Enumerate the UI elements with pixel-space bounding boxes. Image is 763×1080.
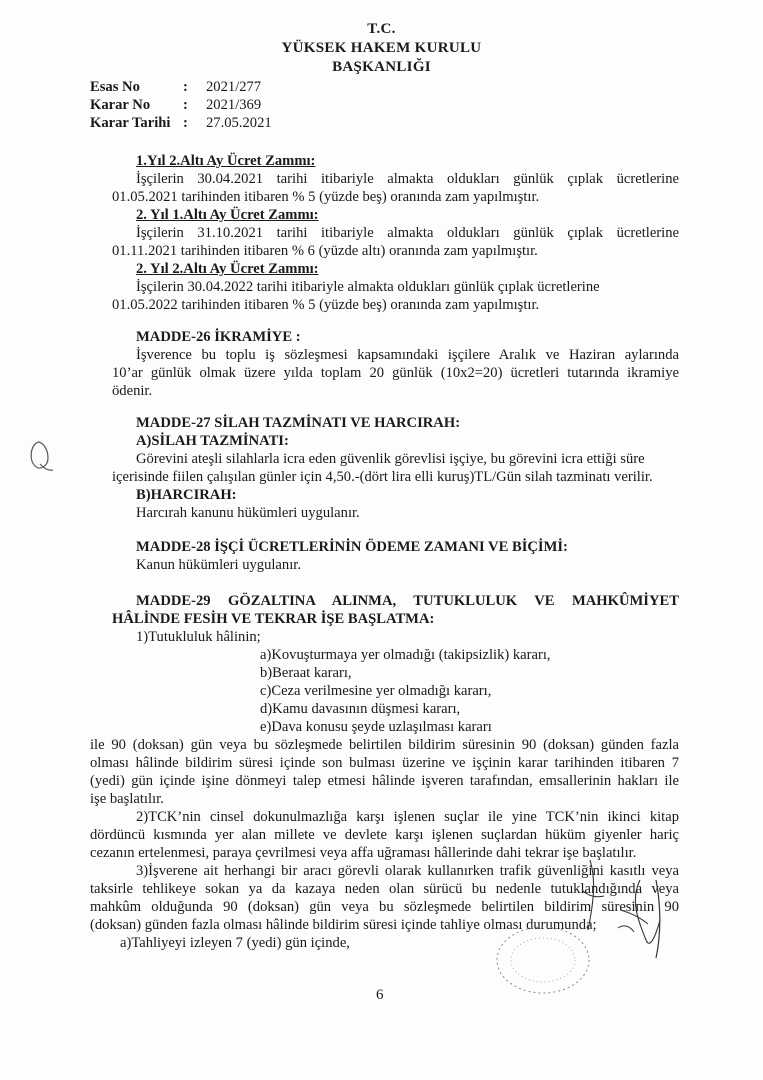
m29-item-c: c)Ceza verilmesine yer olmadığı kararı,: [260, 683, 492, 699]
karar-no-sep: :: [183, 97, 188, 113]
handwritten-margin-mark: [26, 438, 56, 474]
m28-title: MADDE-28 İŞÇİ ÜCRETLERİNİN ÖDEME ZAMANI VE BİÇİMİ:: [136, 539, 568, 555]
wage-y2h1-line2: 01.11.2021 tarihinden itibaren % 6 (yüzde altı) oranında zam yapılmıştır.: [112, 243, 538, 259]
m28-line1: Kanun hükümleri uygulanır.: [136, 557, 301, 573]
m26-line3: ödenir.: [112, 383, 153, 399]
karar-tarihi-label: Karar Tarihi: [90, 115, 171, 131]
esas-no-label: Esas No: [90, 79, 140, 95]
m29-p1-line4: işe başlatılır.: [90, 791, 164, 807]
m27-b-line1: Harcırah kanunu hükümleri uygulanır.: [136, 505, 360, 521]
header-institution: YÜKSEK HAKEM KURULU: [281, 40, 482, 56]
karar-tarihi-sep: :: [183, 115, 188, 131]
karar-no-value: 2021/369: [206, 97, 262, 113]
m29-p3-line1: 3)İşverene ait herhangi bir aracı görevli olarak kullanırken trafik güvenliğini kasıtlı veya: [136, 863, 679, 879]
m26-line1: İşverence bu toplu iş sözleşmesi kapsamındaki işçilere Aralık ve Haziran aylarında: [136, 347, 679, 363]
m29-p1-line2: olması hâlinde bildirim süresi içinde son bulması üzerine ve işçinin karar tarihinden itibaren 7: [90, 755, 679, 771]
official-stamp-seal: [488, 920, 598, 1000]
m29-p3-item-a: a)Tahliyeyi izleyen 7 (yedi) gün içinde,: [120, 935, 350, 951]
wage-y1h2-line2: 01.05.2021 tarihinden itibaren % 5 (yüzde beş) oranında zam yapılmıştır.: [112, 189, 540, 205]
m29-title-line1: MADDE-29 GÖZALTINA ALINMA, TUTUKLULUK VE MAHKÛMİYET: [136, 593, 679, 609]
m29-p3-line2: taksirle tehlikeye sokan ya da kazaya neden olan sürücü bu nedenle tutuklandığında veya: [90, 881, 679, 897]
m29-item-e: e)Dava konusu şeyde uzlaşılması kararı: [260, 719, 492, 735]
esas-no-value: 2021/277: [206, 79, 262, 95]
m29-item-a: a)Kovuşturmaya yer olmadığı (takipsizlik) kararı,: [260, 647, 551, 663]
m29-p2-line1: 2)TCK’nin cinsel dokunulmazlığa karşı işlenen suçlar ile yine TCK’nin ikinci kitap: [136, 809, 679, 825]
karar-no-label: Karar No: [90, 97, 151, 113]
header-presidency: BAŞKANLIĞI: [332, 59, 431, 75]
m29-item-d: d)Kamu davasının düşmesi kararı,: [260, 701, 461, 717]
m27-a-line1: Görevini ateşli silahlarla icra eden güvenlik görevlisi işçiye, bu görevini icra ettiği süre: [136, 451, 645, 467]
m29-p2-line2: dördüncü kısmında yer alan millete ve devlete karşı işlenen suçlardan hüküm giyenler hariç: [90, 827, 679, 843]
wage-y2h2-title: 2. Yıl 2.Altı Ay Ücret Zammı:: [136, 261, 319, 277]
m27-a-title: A)SİLAH TAZMİNATI:: [136, 433, 289, 449]
m29-title-line2: HÂLİNDE FESİH VE TEKRAR İŞE BAŞLATMA:: [112, 611, 435, 627]
wage-y2h1-title: 2. Yıl 1.Altı Ay Ücret Zammı:: [136, 207, 319, 223]
m27-title: MADDE-27 SİLAH TAZMİNATI VE HARCIRAH:: [136, 415, 461, 431]
wage-y1h2-title: 1.Yıl 2.Altı Ay Ücret Zammı:: [136, 153, 316, 169]
m29-p3-line3: mahkûm olduğunda 90 (doksan) gün veya bu sözleşmede belirtilen bildirim süresinin 90: [90, 899, 679, 915]
wage-y1h2-line1: İşçilerin 30.04.2021 tarihi itibariyle almakta oldukları günlük çıplak ücretlerine: [136, 171, 679, 187]
m26-line2: 10’ar günlük olmak üzere yılda toplam 20 günlük (10x2=20) ücretleri tutarında ikramiye: [112, 365, 679, 381]
m29-p3-line4: (doksan) günden fazla olması hâlinde bildirim süresi içinde tahliye olması durumunda;: [90, 917, 597, 933]
m26-title: MADDE-26 İKRAMİYE :: [136, 329, 301, 345]
m29-p1-line3: (yedi) gün içinde işine dönmeyi talep etmesi hâlinde işveren tarafından, emsallerinin hakları ile: [90, 773, 679, 789]
page-number: 6: [376, 987, 384, 1003]
m27-b-title: B)HARCIRAH:: [136, 487, 237, 503]
wage-y2h2-line1: İşçilerin 30.04.2022 tarihi itibariyle almakta oldukları günlük çıplak ücretlerine: [136, 279, 600, 295]
wage-y2h2-line2: 01.05.2022 tarihinden itibaren % 5 (yüzde beş) oranında zam yapılmıştır.: [112, 297, 540, 313]
header-tc: T.C.: [367, 21, 396, 37]
esas-no-sep: :: [183, 79, 188, 95]
m29-p1-intro: 1)Tutukluluk hâlinin;: [136, 629, 261, 645]
m29-p2-line3: cezanın ertelenmesi, paraya çevrilmesi veya affa uğraması hâllerinde dahi tekrar işe başlatılır.: [90, 845, 637, 861]
m29-item-b: b)Beraat kararı,: [260, 665, 352, 681]
m27-a-line2: içerisinde fiilen çalışılan günler için 4,50.-(dört lira elli kuruş)TL/Gün silah tazminatı verilir.: [112, 469, 653, 485]
m29-p1-line1: ile 90 (doksan) gün veya bu sözleşmede belirtilen bildirim süresinin 90 (doksan) günden fazla: [90, 737, 679, 753]
wage-y2h1-line1: İşçilerin 31.10.2021 tarihi itibariyle almakta oldukları günlük çıplak ücretlerine: [136, 225, 679, 241]
karar-tarihi-value: 27.05.2021: [206, 115, 272, 131]
